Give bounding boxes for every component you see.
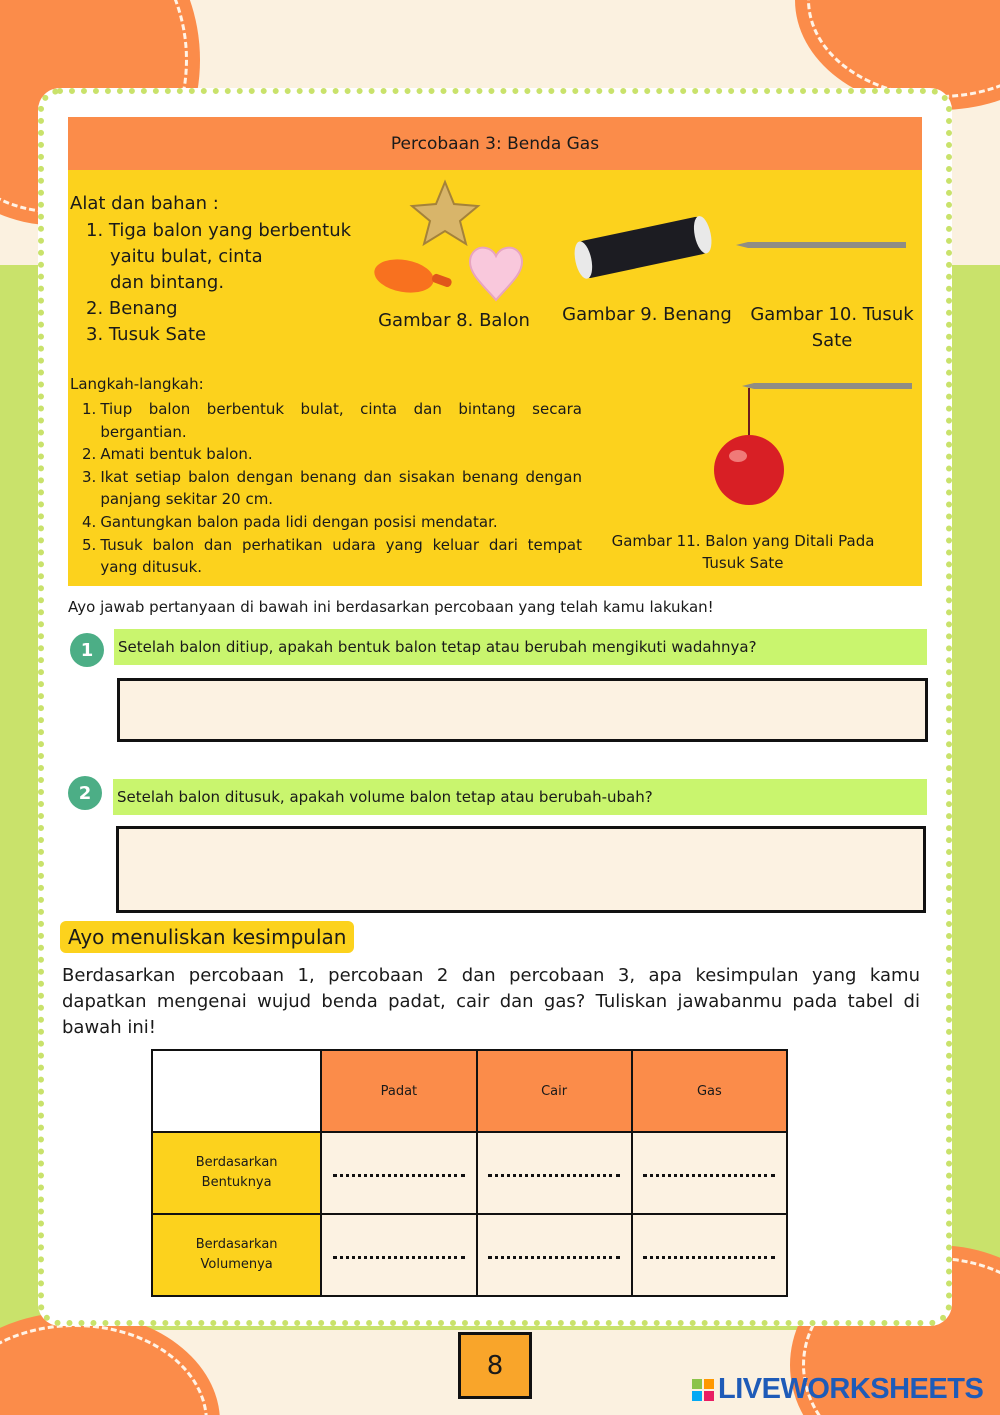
step-number: 1. <box>82 400 97 418</box>
thread-spool-illustration <box>570 212 720 282</box>
conclusion-title: Ayo menuliskan kesimpulan <box>60 921 354 953</box>
column-header: Padat <box>321 1050 476 1132</box>
materials-list <box>86 218 351 348</box>
step-number: 4. <box>82 512 97 531</box>
question-1-answer-box[interactable] <box>117 678 928 742</box>
table-header-row <box>152 1050 787 1132</box>
hanging-balloon-illustration <box>700 378 920 510</box>
round-balloon-icon <box>372 255 437 297</box>
step-text: Amati bentuk balon. <box>100 445 253 464</box>
table-row <box>152 1214 787 1296</box>
answer-cell-gas-bentuk[interactable] <box>632 1132 787 1214</box>
figure-10-caption-line1: Gambar 10. Tusuk <box>750 304 914 325</box>
row-label-line1: Berdasarkan <box>195 1237 278 1252</box>
answer-cell-cair-volume[interactable] <box>477 1214 632 1296</box>
question-2-text: Setelah balon ditusuk, apakah volume balon tetap atau berubah-ubah? <box>113 779 927 815</box>
row-label-line2: Volumenya <box>200 1257 273 1272</box>
question-2-answer-box[interactable] <box>116 826 926 913</box>
logo-mark-icon <box>692 1379 714 1401</box>
question-1-number: 1 <box>70 633 104 667</box>
materials-item: 2. Benang <box>86 298 178 319</box>
step-number: 2. <box>82 445 97 464</box>
answer-cell-cair-bentuk[interactable] <box>477 1132 632 1214</box>
step-item <box>82 466 582 511</box>
step-number: 5. <box>82 535 97 554</box>
materials-item-cont: dan bintang. <box>110 272 225 293</box>
materials-title: Alat dan bahan : <box>70 193 219 214</box>
liveworksheets-logo <box>692 1373 983 1406</box>
step-number: 3. <box>82 467 97 486</box>
steps-list <box>82 398 582 579</box>
star-balloon-icon <box>412 182 478 244</box>
row-label-line1: Berdasarkan <box>195 1155 278 1170</box>
step-item <box>82 511 582 534</box>
step-text: Tiup balon berbentuk bulat, cinta dan bintang secara bergantian. <box>100 400 582 441</box>
row-label <box>152 1132 321 1214</box>
step-text: Ikat setiap balon dengan benang dan sisakan benang dengan panjang sekitar 20 cm. <box>100 467 582 509</box>
step-text: Tusuk balon dan perhatikan udara yang keluar dari tempat yang ditusuk. <box>100 535 582 577</box>
conclusion-paragraph: Berdasarkan percobaan 1, percobaan 2 dan percobaan 3, apa kesimpulan yang kamu dapatkan mengenai wujud benda padat, cair dan gas? Tuliskan jawabanmu pada tabel di bawah ini! <box>62 965 920 1038</box>
step-item <box>82 398 582 443</box>
figure-10-caption <box>744 302 920 354</box>
conclusion-table <box>151 1049 788 1297</box>
page-number: 8 <box>458 1332 532 1399</box>
skewer-illustration <box>736 238 908 252</box>
row-label <box>152 1214 321 1296</box>
red-balloon-icon <box>714 435 784 505</box>
figure-11-caption: Gambar 11. Balon yang Ditali Pada Tusuk Sate <box>611 532 875 572</box>
column-header: Cair <box>477 1050 632 1132</box>
answer-cell-padat-bentuk[interactable] <box>321 1132 476 1214</box>
logo-text: LIVEWORKSHEETS <box>718 1373 984 1405</box>
table-row <box>152 1132 787 1214</box>
table-corner-cell <box>152 1050 321 1132</box>
questions-intro: Ayo jawab pertanyaan di bawah ini berdasarkan percobaan yang telah kamu lakukan! <box>68 598 714 616</box>
experiment-title: Percobaan 3: Benda Gas <box>68 117 922 170</box>
answer-cell-gas-volume[interactable] <box>632 1214 787 1296</box>
decor-blob-bottom-left <box>0 1312 220 1415</box>
column-header: Gas <box>632 1050 787 1132</box>
steps-title: Langkah-langkah: <box>70 375 204 393</box>
figure-10-caption-line2: Sate <box>811 330 853 351</box>
materials-item: 1. Tiga balon yang berbentuk <box>86 220 352 241</box>
materials-item-cont: yaitu bulat, cinta <box>110 246 263 267</box>
heart-balloon-icon <box>470 248 522 300</box>
figure-8-caption: Gambar 8. Balon <box>378 310 530 331</box>
figure-9-caption: Gambar 9. Benang <box>562 304 732 325</box>
answer-cell-padat-volume[interactable] <box>321 1214 476 1296</box>
step-item <box>82 534 582 579</box>
balloons-illustration <box>370 178 530 308</box>
materials-item: 3. Tusuk Sate <box>86 324 207 345</box>
step-item <box>82 443 582 466</box>
step-text: Gantungkan balon pada lidi dengan posisi mendatar. <box>100 512 498 531</box>
question-1-text: Setelah balon ditiup, apakah bentuk balon tetap atau berubah mengikuti wadahnya? <box>114 629 927 665</box>
row-label-line2: Bentuknya <box>201 1175 272 1190</box>
question-2-number: 2 <box>68 776 102 810</box>
